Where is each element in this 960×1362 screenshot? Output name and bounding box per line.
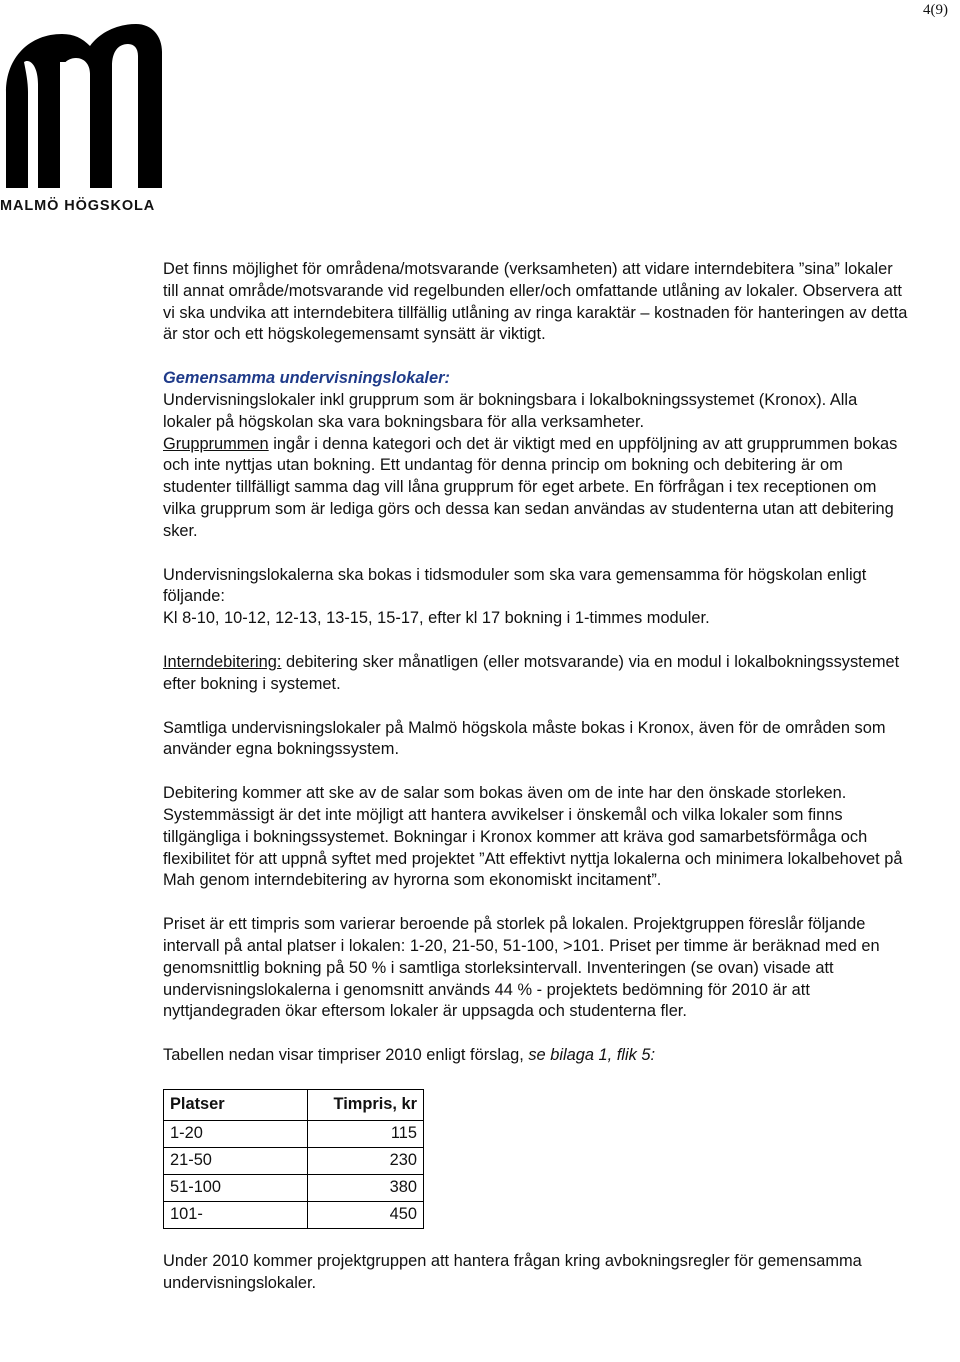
page-number: 4(9) — [923, 2, 948, 18]
paragraph-text: ingår i denna kategori och det är viktigt med en uppföljning av att grupprummen bokas och inte nyttjas utan bokning. Ett undantag för denna princip om bokning och debitering är om studenter tillfälligt samma dag vill låna grupprum för eget arbete. En förfrågan i tex receptionen om vilka grupprum som är lediga görs och dessa kan sedan användas av studenterna utan att debitering sker. — [163, 434, 898, 540]
table-row — [164, 1201, 424, 1228]
underlined-label: Interndebitering: — [163, 652, 282, 671]
paragraph: Samtliga undervisningslokaler på Malmö högskola måste bokas i Kronox, även för de områden som använder egna bokningssystem. — [163, 718, 886, 759]
paragraph-table-intro — [163, 1045, 908, 1067]
paragraph-text: Undervisningslokalerna ska bokas i tidsmoduler som ska vara gemensamma för högskolan enligt följande: — [163, 565, 867, 606]
malmo-hogskola-logo — [0, 22, 168, 214]
table-cell: 115 — [308, 1120, 424, 1147]
paragraph: Under 2010 kommer projektgruppen att hantera frågan kring avbokningsregler för gemensamma undervisningslokaler. — [163, 1251, 862, 1292]
italic-reference: se bilaga 1, flik 5: — [528, 1046, 656, 1065]
paragraph-text: Undervisningslokaler inkl grupprum som är bokningsbara i lokalbokningssystemet (Kronox). Alla lokaler på högskolan ska vara bokningsbara för alla verksamheter. — [163, 390, 858, 431]
paragraph-time-modules — [163, 565, 908, 630]
table-cell: 21-50 — [164, 1147, 308, 1174]
paragraph-text: debitering sker månatligen (eller motsvarande) via en modul i lokalbokningssystemet efter bokning i systemet. — [163, 652, 900, 693]
table-row — [164, 1120, 424, 1147]
column-header: Timpris, kr — [308, 1089, 424, 1120]
underlined-term: Grupprummen — [163, 434, 269, 453]
paragraph-internal-billing — [163, 652, 908, 696]
table-row — [164, 1174, 424, 1201]
section-heading: Gemensamma undervisningslokaler: — [163, 369, 450, 388]
table-cell: 51-100 — [164, 1174, 308, 1201]
table-header-row — [164, 1089, 424, 1120]
paragraph: Debitering kommer att ske av de salar som bokas även om de inte har den önskade storleken. Systemmässigt är det inte möjligt att hantera avvikelser i önskemål och vilka lokaler som finns tillgängliga i bokningssystemet. Bokningar i Kronox kommer att kräva god samarbetsförmåga och flexibilitet för att uppnå syftet med projektet ”Att effektivt nyttja lokalerna och minimera lokalbehovet på Mah genom interndebitering av hyrorna som ekonomiskt incitament”. — [163, 784, 903, 890]
table-cell: 101- — [164, 1201, 308, 1228]
table-row — [164, 1147, 424, 1174]
paragraph: Det finns möjlighet för områdena/motsvarande (verksamheten) att vidare interndebitera ”sina” lokaler till annat område/motsvarande vid regelbunden eller/och omfattande utlåning av lokaler. Observera att vi ska undvika att interndebitera tillfällig utlåning av ringa karaktär – kostnaden för hanteringen av detta är stor och ett högskolegemensamt synsätt är viktigt. — [163, 260, 908, 344]
logo-mark-icon — [0, 22, 162, 192]
paragraph-text: Kl 8-10, 10-12, 12-13, 13-15, 15-17, efter kl 17 bokning i 1-timmes moduler. — [163, 609, 710, 628]
table-cell: 450 — [308, 1201, 424, 1228]
column-header: Platser — [164, 1089, 308, 1120]
paragraph: Priset är ett timpris som varierar beroende på storlek på lokalen. Projektgruppen föreslår följande intervall på antal platser i lokalen: 1-20, 21-50, 51-100, >101. Priset per timme är beräknad med en genomsnittlig bokning på 50 % i samtliga storleksintervall. Inventeringen (se ovan) visade att undervisningslokalerna i genomsnitt används 44 % - projektets bedömning för 2010 är att nyttjandegraden ökar eftersom lokaler är uppsagda och studenterna fler. — [163, 915, 880, 1021]
price-table — [163, 1089, 424, 1229]
paragraph-shared-rooms — [163, 368, 908, 542]
table-cell: 230 — [308, 1147, 424, 1174]
table-cell: 1-20 — [164, 1120, 308, 1147]
paragraph-text: Tabellen nedan visar timpriser 2010 enligt förslag, — [163, 1046, 529, 1065]
logo-wordmark: MALMÖ HÖGSKOLA — [0, 198, 156, 214]
table-cell: 380 — [308, 1174, 424, 1201]
document-body — [163, 259, 908, 1317]
